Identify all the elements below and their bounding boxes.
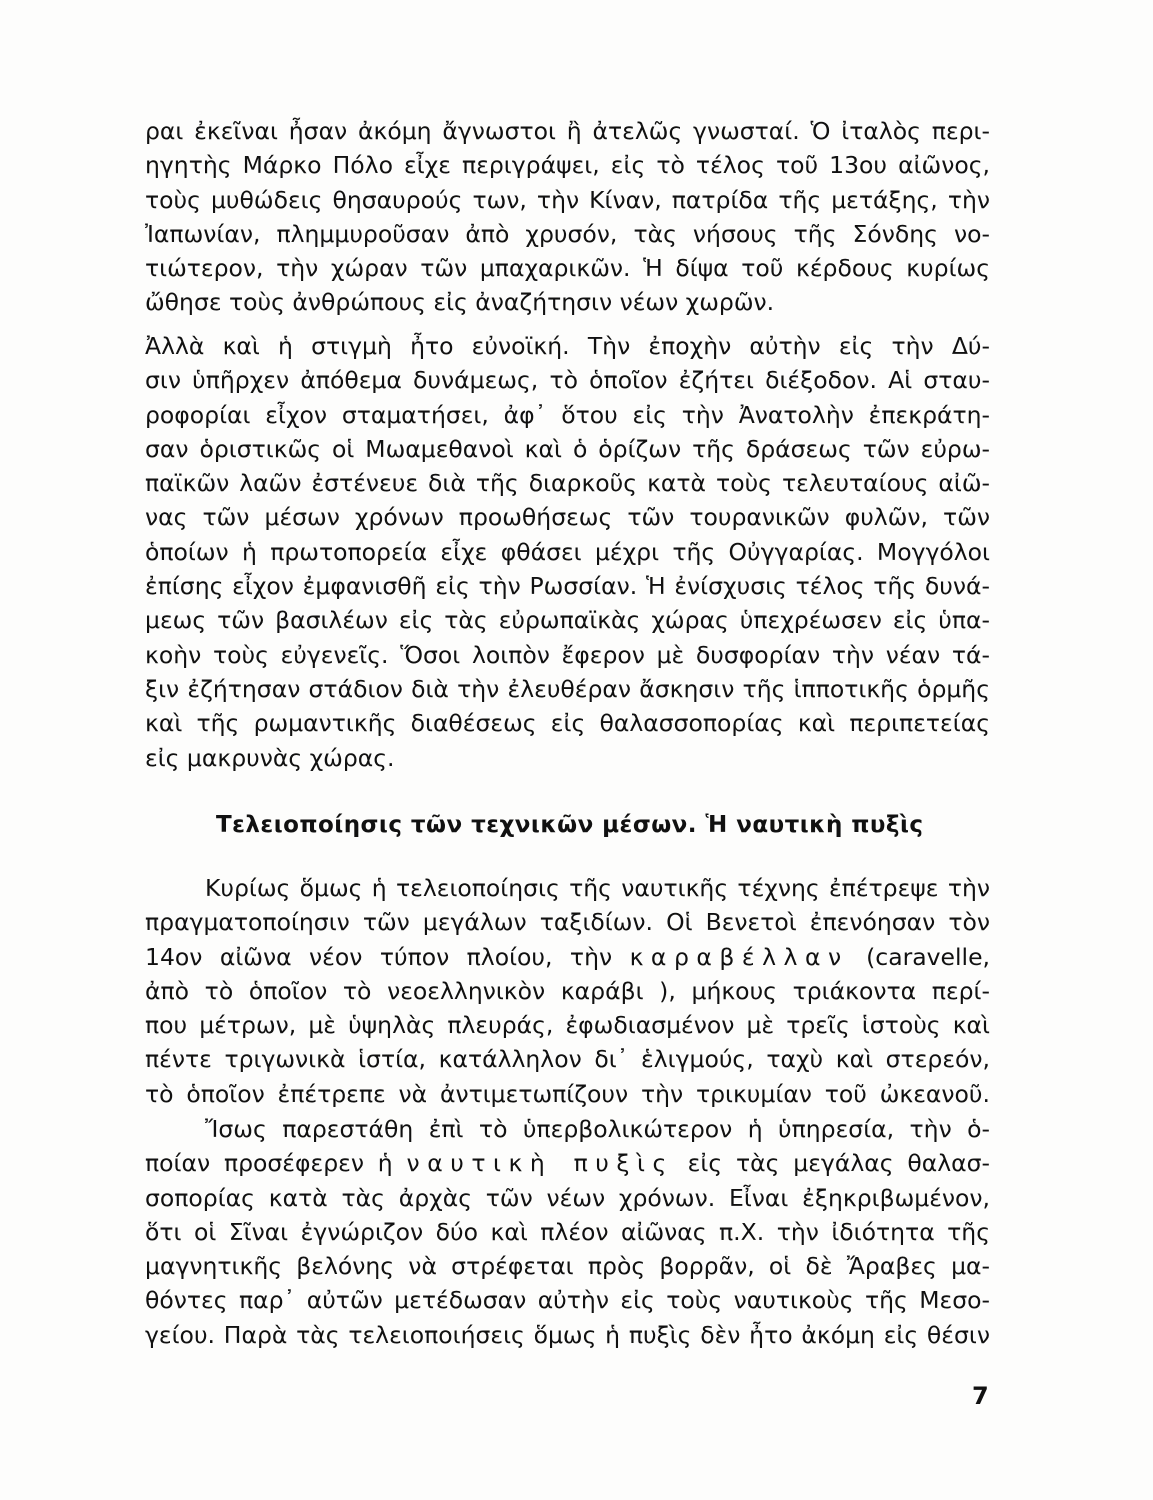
text-line: ἐπίσης εἶχον ἐμφανισθῆ εἰς τὴν Ρωσσίαν. Ἡ ἐνίσχυσις τέλος τῆς δυνά- [145, 572, 990, 601]
section-heading: Τελειοποίησις τῶν τεχνικῶν μέσων. Ἡ ναυτικὴ πυξὶς [216, 812, 924, 838]
text-line: σιν ὑπῆρχεν ἀπόθεμα δυνάμεως, τὸ ὁποῖον ἐζήτει διέξοδον. Αἱ σταυ- [145, 366, 990, 395]
text-line: καὶ τῆς ρωμαντικῆς διαθέσεως εἰς θαλασσοπορίας καὶ περιπετείας [145, 709, 990, 738]
text-line: εἰς μακρυνὰς χώρας. [145, 743, 395, 772]
text-line: τοὺς μυθώδεις θησαυρούς των, τὴν Κίναν, πατρίδα τῆς μετάξης, τὴν [145, 185, 990, 214]
text-line: μεως τῶν βασιλέων εἰς τὰς εὐρωπαϊκὰς χώρας ὑπεχρέωσεν εἰς ὑπα- [145, 606, 990, 635]
text-line: πραγματοποίησιν τῶν μεγάλων ταξιδίων. Οἱ Βενετοὶ ἐπενόησαν τὸν [145, 908, 990, 937]
text-line: ὅτι οἱ Σῖναι ἐγνώριζον δύο καὶ πλέον αἰῶνας π.Χ. τὴν ἰδιότητα τῆς [145, 1217, 990, 1246]
paragraph-1 [145, 114, 990, 320]
text-line [145, 940, 990, 974]
paragraph-2 [145, 329, 990, 775]
paragraph-3 [145, 871, 990, 1111]
text-line: γείου. Παρὰ τὰς τελειοποιήσεις ὅμως ἡ πυξὶς δὲν ἦτο ἀκόμη εἰς θέσιν [145, 1320, 990, 1349]
text-segment: 14ον αἰῶνα νέον τύπον πλοίου, τὴν [145, 942, 630, 971]
text-line: θόντες παρ᾽ αὐτῶν μετέδωσαν αὐτὴν εἰς τοὺς ναυτικοὺς τῆς Μεσο- [145, 1286, 990, 1315]
text-line: Ἰαπωνίαν, πλημμυροῦσαν ἀπὸ χρυσόν, τὰς νήσους τῆς Σόνδης νο- [145, 219, 990, 248]
text-line: σαν ὁριστικῶς οἱ Μωαμεθανοὶ καὶ ὁ ὁρίζων τῆς δράσεως τῶν εὐρω- [145, 434, 990, 463]
text-line: ξιν ἐζήτησαν στάδιον διὰ τὴν ἐλευθέραν ἄσκησιν τῆς ἱπποτικῆς ὁρμῆς [145, 674, 990, 703]
text-line: ραι ἐκεῖναι ἦσαν ἀκόμη ἄγνωστοι ἢ ἀτελῶς γνωσταί. Ὁ ἰταλὸς περι- [145, 117, 990, 145]
text-line: ροφορίαι εἶχον σταματήσει, ἀφ᾽ ὅτου εἰς τὴν Ἀνατολὴν ἐπεκράτη- [145, 400, 990, 429]
spaced-term: ναυτικὴ πυξὶς [406, 1149, 674, 1178]
text-line: τὸ ὁποῖον ἐπέτρεπε νὰ ἀντιμετωπίζουν τὴν τρικυμίαν τοῦ ὠκεανοῦ. [145, 1079, 990, 1108]
text-line: κοὴν τοὺς εὐγενεῖς. Ὅσοι λοιπὸν ἔφερον μὲ δυσφορίαν τὴν νέαν τά- [145, 640, 990, 669]
text-line: ὁποίων ἡ πρωτοπορεία εἶχε φθάσει μέχρι τῆς Οὐγγαρίας. Μογγόλοι [145, 537, 990, 566]
text-line: μαγνητικῆς βελόνης νὰ στρέφεται πρὸς βορρᾶν, οἱ δὲ Ἄραβες μα- [145, 1252, 990, 1281]
text-line: ἀπὸ τὸ ὁποῖον τὸ νεοελληνικὸν καράβι ), μήκους τριάκοντα περί- [145, 976, 990, 1005]
text-line [145, 1146, 990, 1180]
text-line: ὤθησε τοὺς ἀνθρώπους εἰς ἀναζήτησιν νέων χωρῶν. [145, 288, 775, 317]
text-line: Κυρίως ὅμως ἡ τελειοποίησις τῆς ναυτικῆς τέχνης ἐπέτρεψε τὴν [205, 874, 990, 902]
text-line: τιώτερον, τὴν χώραν τῶν μπαχαρικῶν. Ἡ δίψα τοῦ κέρδους κυρίως [145, 254, 990, 283]
page-number: 7 [972, 1382, 989, 1410]
paragraph-4 [145, 1112, 990, 1352]
text-line: Ἀλλὰ καὶ ἡ στιγμὴ ἦτο εὐνοϊκή. Τὴν ἐποχὴν αὐτὴν εἰς τὴν Δύ- [145, 332, 990, 360]
text-line: Ἴσως παρεστάθη ἐπὶ τὸ ὑπερβολικώτερον ἡ ὑπηρεσία, τὴν ὁ- [205, 1115, 990, 1143]
text-line: σοπορίας κατὰ τὰς ἀρχὰς τῶν νέων χρόνων. Εἶναι ἐξηκριβωμένον, [145, 1183, 990, 1212]
text-line: νας τῶν μέσων χρόνων προωθήσεως τῶν τουρανικῶν φυλῶν, τῶν [145, 503, 990, 532]
text-line: που μέτρων, μὲ ὑψηλὰς πλευράς, ἐφωδιασμένον μὲ τρεῖς ἱστοὺς καὶ [145, 1011, 990, 1040]
text-line: πέντε τριγωνικὰ ἱστία, κατάλληλον δι᾽ ἑλιγμούς, ταχὺ καὶ στερεόν, [145, 1045, 990, 1074]
spaced-term: καραβέλλαν [629, 942, 849, 971]
text-segment: (caravelle, [848, 942, 991, 971]
text-segment: εἰς τὰς μεγάλας θαλασ- [673, 1149, 991, 1178]
text-segment: ποίαν προσέφερεν ἡ [145, 1149, 407, 1178]
text-line: παϊκῶν λαῶν ἐστένευε διὰ τῆς διαρκοῦς κατὰ τοὺς τελευταίους αἰῶ- [145, 469, 990, 498]
text-line: ηγητὴς Μάρκο Πόλο εἶχε περιγράψει, εἰς τὸ τέλος τοῦ 13ου αἰῶνος, [145, 151, 990, 180]
